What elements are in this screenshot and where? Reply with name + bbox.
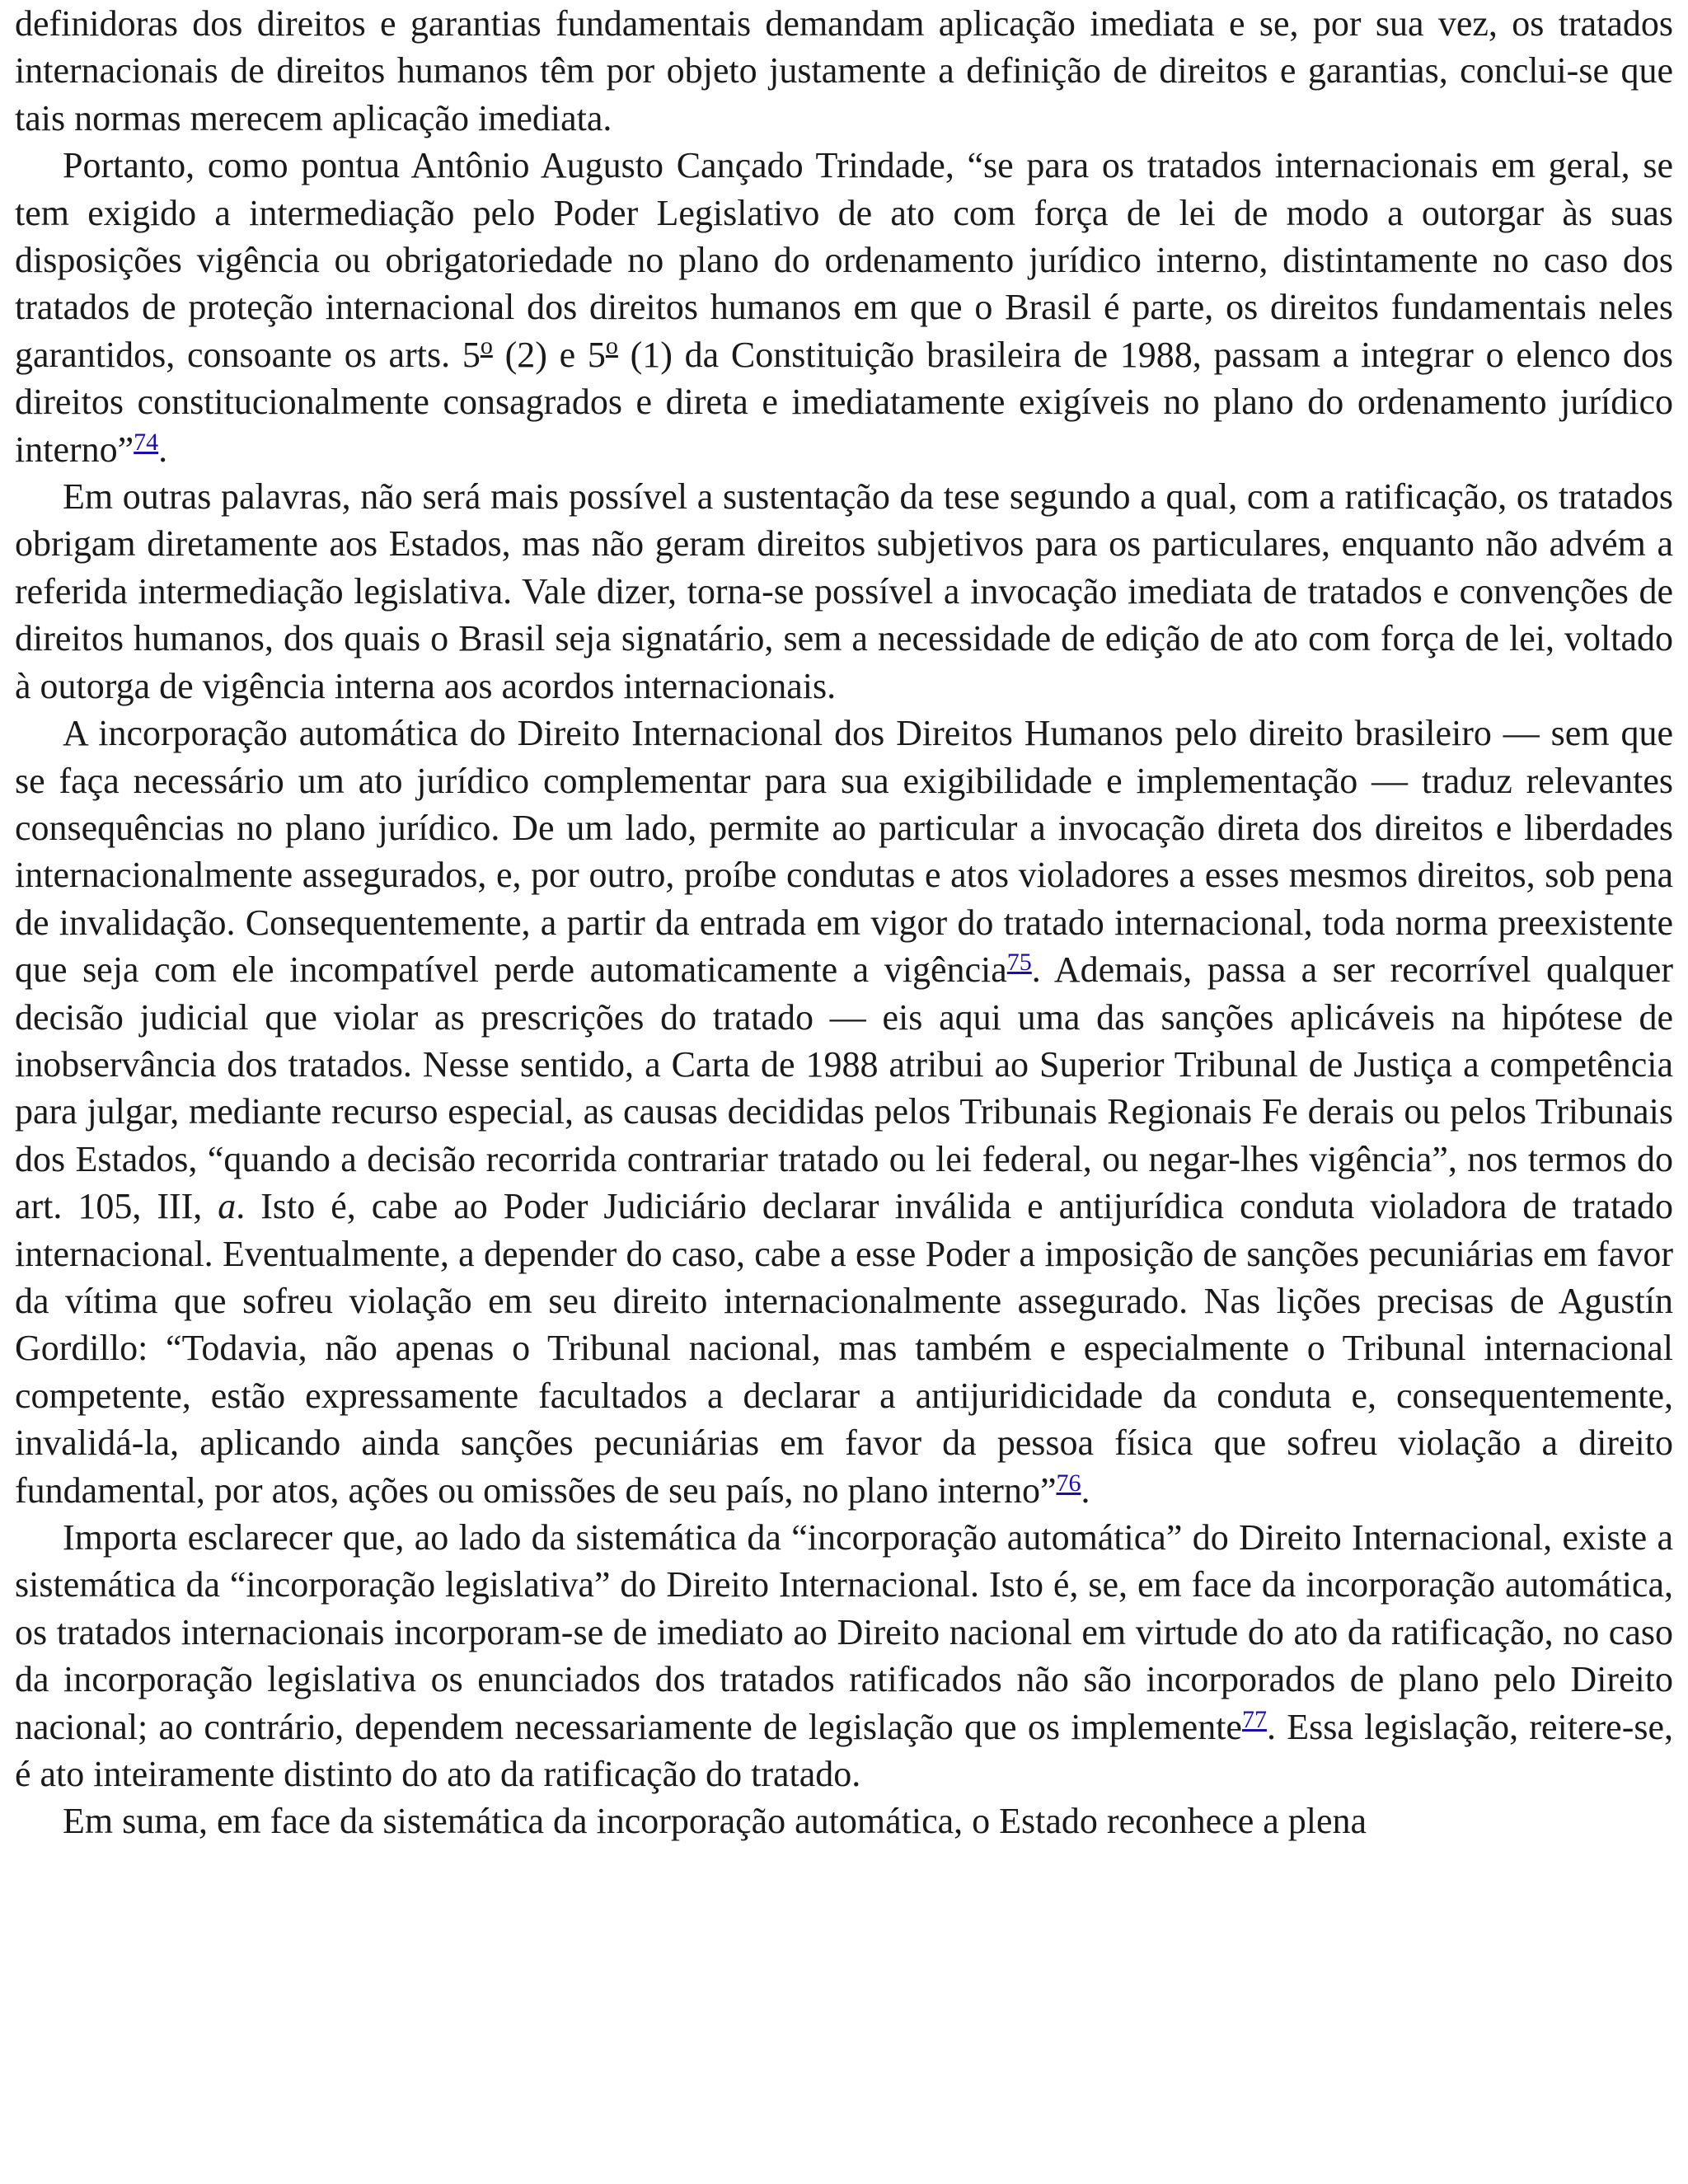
paragraph bbox=[15, 0, 1673, 142]
paragraph-text: Portanto, como pontua Antônio Augusto Cançado Trindade, “se para os tratados internacionais em geral, se tem exigido a intermediação pelo Poder Legislativo de ato com força de lei de modo a outorgar às suas disposições vigência ou obrigatoriedade no plano do ordenamento jurídico interno, distintamente no caso dos tratados de proteção internacional dos direitos humanos em que o Brasil é parte, os direitos fundamentais neles garantidos, consoante os arts. 5 bbox=[15, 145, 1673, 375]
paragraph-text: (2) e 5 bbox=[492, 334, 606, 375]
paragraph bbox=[15, 1797, 1673, 1844]
paragraph-text: . Isto é, cabe ao Poder Judiciário declarar inválida e antijurídica conduta violadora de tratado internacional. Eventualmente, a depender do caso, cabe a esse Poder a imposição de sanções pecuniárias em favor da vítima que sofreu violação em seu direito internacionalmente assegurado. Nas lições precisas de Agustín Gordillo: “Todavia, não apenas o Tribunal nacional, mas também e especialmente o Tribunal internacional competente, estão expressamente facultados a declarar a antijuridicidade da conduta e, consequentemente, invalidá-la, aplicando ainda sanções pecuniárias em favor da pessoa física que sofreu violação a direito fundamental, por atos, ações ou omissões de seu país, no plano interno” bbox=[15, 1186, 1673, 1511]
emphasized-letter: a bbox=[218, 1186, 237, 1227]
ordinal-indicator: o bbox=[480, 331, 493, 359]
paragraph bbox=[15, 1514, 1673, 1797]
paragraph-text: . bbox=[158, 429, 168, 470]
paragraph-text: A incorporação automática do Direito Internacional dos Direitos Humanos pelo direito brasileiro — sem que se faça necessário um ato jurídico complementar para sua exigibilidade e implementação — traduz relevantes consequências no plano jurídico. De um lado, permite ao particular a invocação direta dos direitos e liberdades internacionalmente assegurados, e, por outro, proíbe condutas e atos violadores a esses mesmos direitos, sob pena de invalidação. Consequentemente, a partir da entrada em vigor do tratado internacional, toda norma preexistente que seja com ele incompatível perde automaticamente a vigência bbox=[15, 713, 1673, 991]
paragraph-text: definidoras dos direitos e garantias fundamentais demandam aplicação imediata e se, por sua vez, os tratados internacionais de direitos humanos têm por objeto justamente a definição de direitos e garantias, conclui-se que tais normas merecem aplicação imediata. bbox=[15, 3, 1673, 138]
paragraph-text: Em suma, em face da sistemática da incorporação automática, o Estado reconhece a plena bbox=[63, 1801, 1367, 1842]
paragraph bbox=[15, 710, 1673, 1514]
paragraph-text: Em outras palavras, não será mais possível a sustentação da tese segundo a qual, com a ratificação, os tratados obrigam diretamente aos Estados, mas não geram direitos subjetivos para os particulares, enquanto não advém a referida intermediação legislativa. Vale dizer, torna-se possível a invocação imediata de tratados e convenções de direitos humanos, dos quais o Brasil seja signatário, sem a necessidade de edição de ato com força de lei, voltado à outorga de vigência interna aos acordos internacionais. bbox=[15, 476, 1673, 706]
paragraph-text: . Ademais, passa a ser recorrível qualquer decisão judicial que violar as prescrições do tratado — eis aqui uma das sanções aplicáveis na hipótese de inobservância dos tratados. Nesse sentido, a Carta de 1988 atribui ao Superior Tribunal de Justiça a competência para julgar, mediante recurso especial, as causas decididas pelos Tribunais Regionais Fe derais ou pelos Tribunais dos Estados, “quando a decisão recorrida contrariar tratado ou lei federal, ou negar-lhes vigência”, nos termos do art. 105, III, bbox=[15, 949, 1674, 1227]
paragraph bbox=[15, 473, 1673, 710]
footnote-link-75[interactable]: 75 bbox=[1006, 949, 1032, 977]
footnote-link-76[interactable]: 76 bbox=[1056, 1469, 1081, 1497]
document-page bbox=[15, 0, 1673, 1845]
ordinal-indicator: o bbox=[605, 331, 618, 359]
paragraph-text: . bbox=[1081, 1469, 1090, 1511]
paragraph-text: Importa esclarecer que, ao lado da sistemática da “incorporação automática” do Direito Internacional, existe a sistemática da “incorporação legislativa” do Direito Internacional. Isto é, se, em face da incorporação automática, os tratados internacionais incorporam-se de imediato ao Direito nacional em virtude do ato da ratificação, no caso da incorporação legislativa os enunciados dos tratados ratificados não são incorporados de plano pelo Direito nacional; ao contrário, dependem necessariamente de legislação que os implemente bbox=[15, 1517, 1673, 1747]
paragraph-text: (1) da Constituição brasileira de 1988, passam a integrar o elenco dos direitos constitucionalmente consagrados e direta e imediatamente exigíveis no plano do ordenamento jurídico interno” bbox=[15, 334, 1673, 470]
footnote-link-77[interactable]: 77 bbox=[1241, 1705, 1267, 1733]
paragraph bbox=[15, 142, 1673, 473]
paragraph-text: . Essa legislação, reitere-se, é ato inteiramente distinto do ato da ratificação do tratado. bbox=[15, 1706, 1674, 1795]
footnote-link-74[interactable]: 74 bbox=[134, 428, 159, 456]
